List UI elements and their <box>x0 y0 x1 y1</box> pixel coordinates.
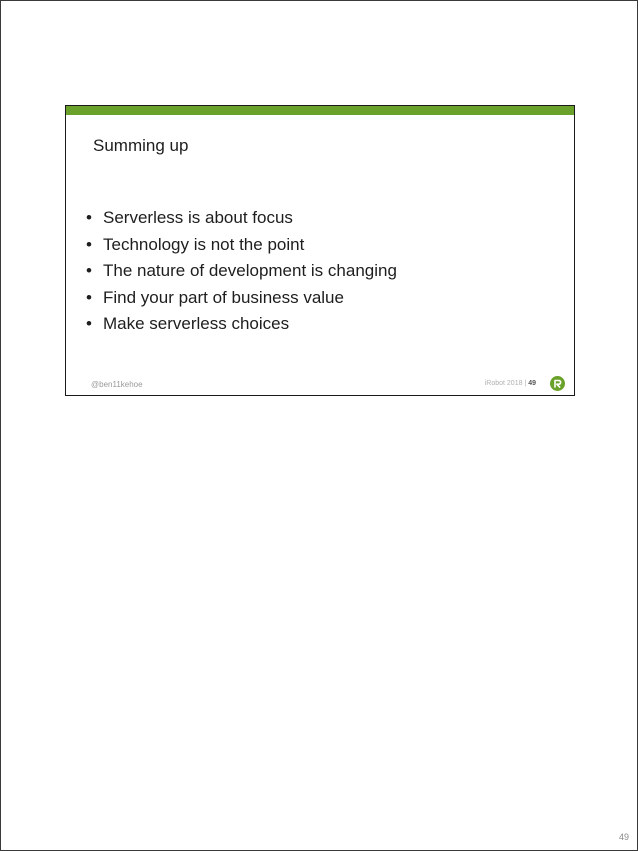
bullet-item <box>86 285 397 312</box>
bullet-item <box>86 311 397 338</box>
bullet-text: The nature of development is changing <box>103 261 397 280</box>
bullet-marker: • <box>86 208 92 227</box>
footer-event <box>485 380 536 387</box>
slide-title: Summing up <box>93 136 189 155</box>
slide-thumbnail <box>65 105 575 396</box>
page-number: 49 <box>618 832 629 842</box>
bullet-marker: • <box>86 287 92 307</box>
footer-event-label: iRobot 2018 | <box>484 380 527 387</box>
bullet-item <box>86 258 397 285</box>
bullet-item <box>86 232 397 259</box>
bullet-item <box>86 205 397 232</box>
footer-slide-number: 49 <box>528 380 536 387</box>
bullet-text: Find your part of business value <box>103 287 344 307</box>
bullet-list <box>86 205 397 338</box>
bullet-marker: • <box>86 261 92 280</box>
bullet-marker: • <box>86 234 92 254</box>
irobot-logo-icon <box>550 376 565 391</box>
bullet-text: Make serverless choices <box>103 314 290 333</box>
footer-handle: @ben11kehoe <box>91 380 143 389</box>
bullet-marker: • <box>86 314 92 333</box>
slide-accent-bar <box>66 106 574 115</box>
bullet-text: Technology is not the point <box>103 234 305 254</box>
bullet-text: Serverless is about focus <box>103 208 293 227</box>
